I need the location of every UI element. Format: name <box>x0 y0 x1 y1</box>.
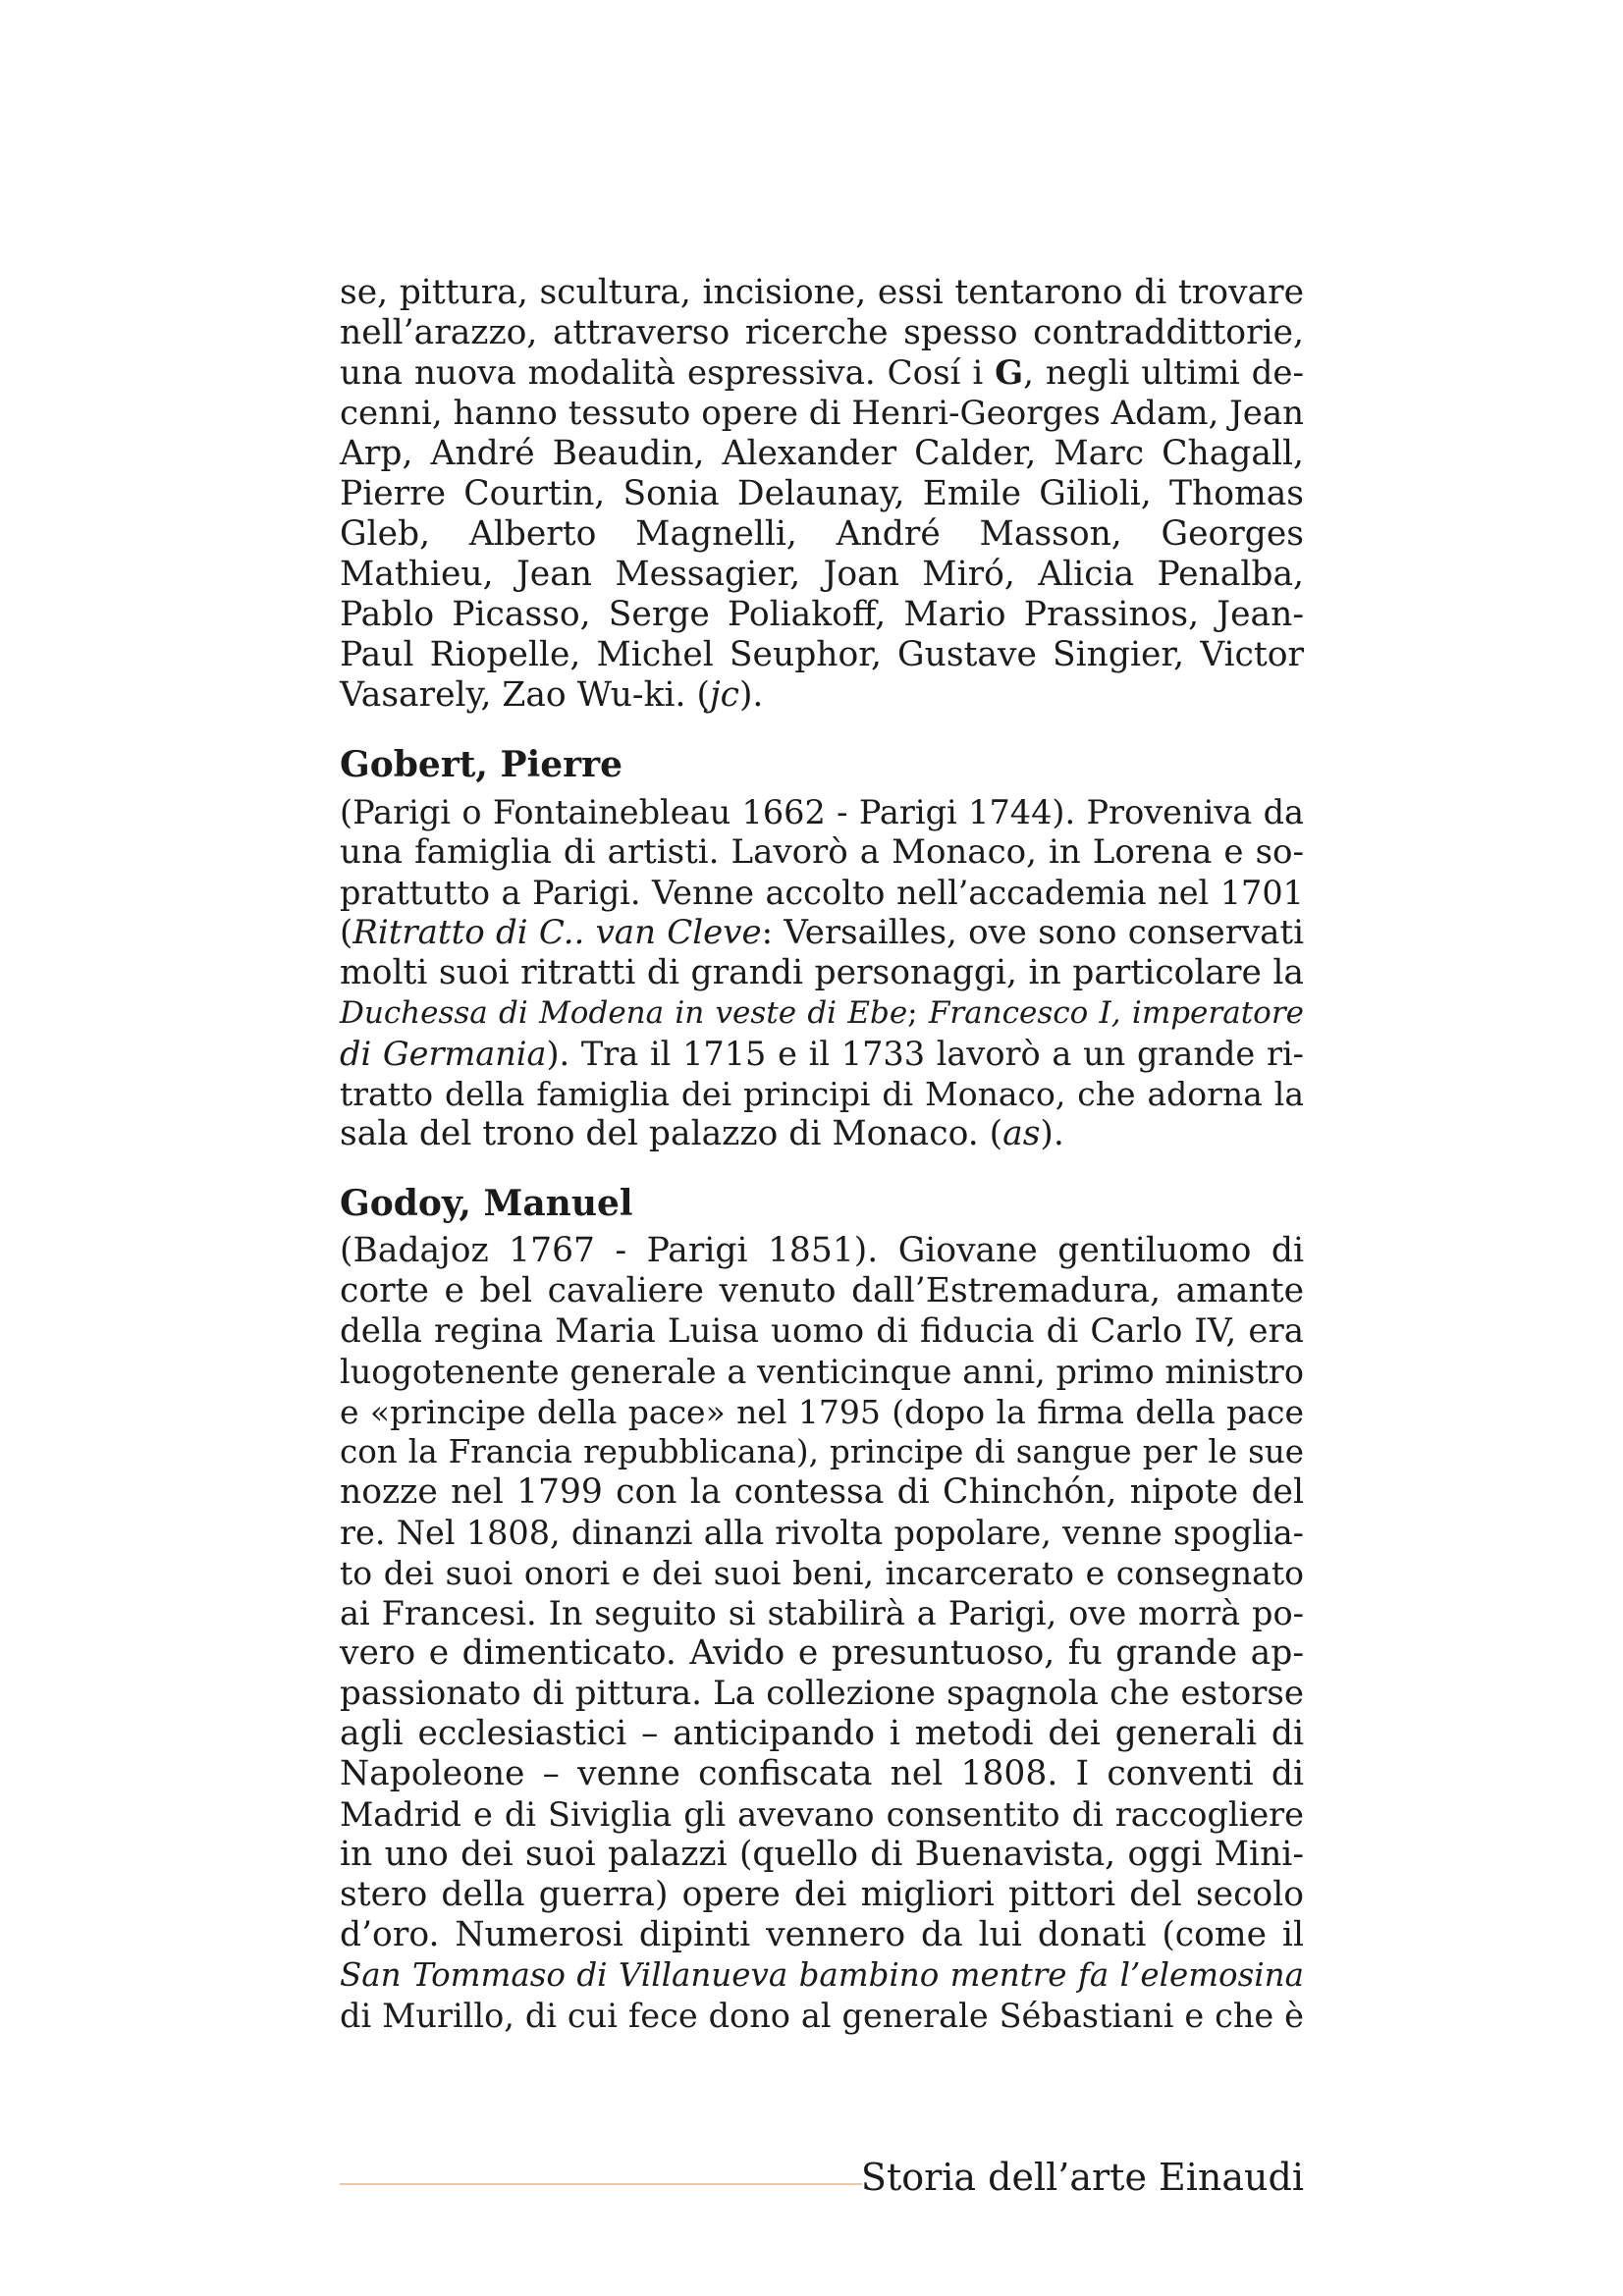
bold-letter: G <box>995 353 1024 393</box>
text-line: re. Nel 1808, dinanzi alla rivolta popolare, venne spoglia- <box>340 1514 1304 1552</box>
text-line: (Badajoz 1767 - Parigi 1851). Giovane gentiluomo di <box>340 1231 1304 1270</box>
text-line: e «principe della pace» nel 1795 (dopo la firma della pace <box>340 1393 1304 1431</box>
artwork-title: Duchessa di Modena in veste di Ebe <box>340 995 908 1031</box>
text-run: ( <box>340 913 353 952</box>
text-line: una famiglia di artisti. Lavorò a Monaco, in Lorena e so- <box>340 832 1304 872</box>
text-line: passionato di pittura. La collezione spagnola che estorse <box>340 1674 1304 1713</box>
text-line: di Murillo, di cui fece dono al generale Sébastiani e che è <box>340 1997 1304 2035</box>
text-line: agli ecclesiastici – anticipando i metodi dei generali di <box>340 1714 1304 1753</box>
text-line <box>340 1955 1304 1996</box>
text-line: d’oro. Numerosi dipinti vennero da lui donati (come il <box>340 1915 1304 1954</box>
text-line: cenni, hanno tessuto opere di Henri-Georges Adam, Jean <box>340 394 1304 433</box>
text-line: corte e bel cavaliere venuto dall’Estremadura, amante <box>340 1271 1304 1310</box>
footer-title: Storia dell’arte Einaudi <box>860 2156 1304 2199</box>
text-line: della regina Maria Luisa uomo di fiducia di Carlo IV, era <box>340 1311 1304 1351</box>
page-body <box>340 273 1304 2036</box>
text-line: ai Francesi. In seguito si stabilirà a Parigi, ove morrà po- <box>340 1594 1304 1632</box>
text-run: ). <box>738 675 764 715</box>
text-line: molti suoi ritratti di grandi personaggi, in particolare la <box>340 953 1304 992</box>
artwork-title: di Germania <box>340 1035 547 1073</box>
text-line: tratto della famiglia dei principi di Monaco, che adorna la <box>340 1075 1304 1113</box>
text-line: Paul Riopelle, Michel Seuphor, Gustave Singier, Victor <box>340 635 1304 674</box>
text-line: (Parigi o Fontainebleau 1662 - Parigi 1744). Proveniva da <box>340 793 1304 831</box>
text-line: Arp, André Beaudin, Alexander Calder, Marc Chagall, <box>340 434 1304 473</box>
text-line: Pierre Courtin, Sonia Delaunay, Emile Gilioli, Thomas <box>340 474 1304 513</box>
text-line: stero della guerra) opere dei migliori pittori del secolo <box>340 1875 1304 1914</box>
text-line: to dei suoi onori e dei suoi beni, incarcerato e consegnato <box>340 1554 1304 1592</box>
text-line: Pablo Picasso, Serge Poliakoff, Mario Prassinos, Jean- <box>340 595 1304 634</box>
text-line <box>340 913 1304 953</box>
text-run: sala del trono del palazzo di Monaco. ( <box>340 1114 1003 1153</box>
text-run: , negli ultimi de- <box>1023 353 1305 393</box>
entry-title-gobert: Gobert, Pierre <box>340 744 622 785</box>
text-run: : Versailles, ove sono conservati <box>761 913 1304 952</box>
footer-rule <box>340 2183 862 2185</box>
artwork-title: San Tommaso di Villanueva bambino mentre fa l’elemosina <box>340 1956 1304 1994</box>
artwork-title: Francesco I, imperatore <box>928 995 1304 1031</box>
text-line: nozze nel 1799 con la contessa di Chinchón, nipote del <box>340 1472 1304 1512</box>
text-line: nell’arazzo, attraverso ricerche spesso contraddittorie, <box>340 313 1304 352</box>
text-line: vero e dimenticato. Avido e presuntuoso, fu grande ap- <box>340 1633 1304 1673</box>
text-line <box>340 675 1304 716</box>
text-line: Gleb, Alberto Magnelli, André Masson, Georges <box>340 514 1304 554</box>
text-line <box>340 993 1304 1034</box>
author-initials: jc <box>709 675 739 715</box>
gobert-paragraph <box>340 792 1304 1154</box>
text-line: luogotenente generale a venticinque anni, primo ministro <box>340 1353 1304 1391</box>
text-run: ). Tra il 1715 e il 1733 lavorò a un grande ri- <box>546 1035 1304 1073</box>
text-line: Mathieu, Jean Messagier, Joan Miró, Alicia Penalba, <box>340 555 1304 594</box>
text-line: Napoleone – venne confiscata nel 1808. I conventi di <box>340 1754 1304 1793</box>
artwork-title: Ritratto di C.. van Cleve <box>352 913 762 952</box>
text-line <box>340 1114 1304 1154</box>
godoy-paragraph <box>340 1231 1304 2036</box>
intro-paragraph <box>340 273 1304 716</box>
text-run: una nuova modalità espressiva. Cosí i <box>340 353 996 393</box>
author-initials: as <box>1002 1114 1041 1153</box>
text-line <box>340 353 1304 394</box>
text-run: Vasarely, Zao Wu-ki. ( <box>340 675 710 715</box>
entry-title-godoy: Godoy, Manuel <box>340 1183 633 1224</box>
text-line: Madrid e di Siviglia gli avevano consentito di raccogliere <box>340 1795 1304 1834</box>
text-run: ; <box>907 995 929 1031</box>
text-line <box>340 1034 1304 1074</box>
text-line: se, pittura, scultura, incisione, essi tentarono di trovare <box>340 273 1304 312</box>
text-line: in uno dei suoi palazzi (quello di Buenavista, oggi Mini- <box>340 1835 1304 1874</box>
text-run: ). <box>1040 1114 1064 1153</box>
text-line: con la Francia repubblicana), principe di sangue per le sue <box>340 1433 1304 1470</box>
text-line: prattutto a Parigi. Venne accolto nell’accademia nel 1701 <box>340 874 1304 912</box>
